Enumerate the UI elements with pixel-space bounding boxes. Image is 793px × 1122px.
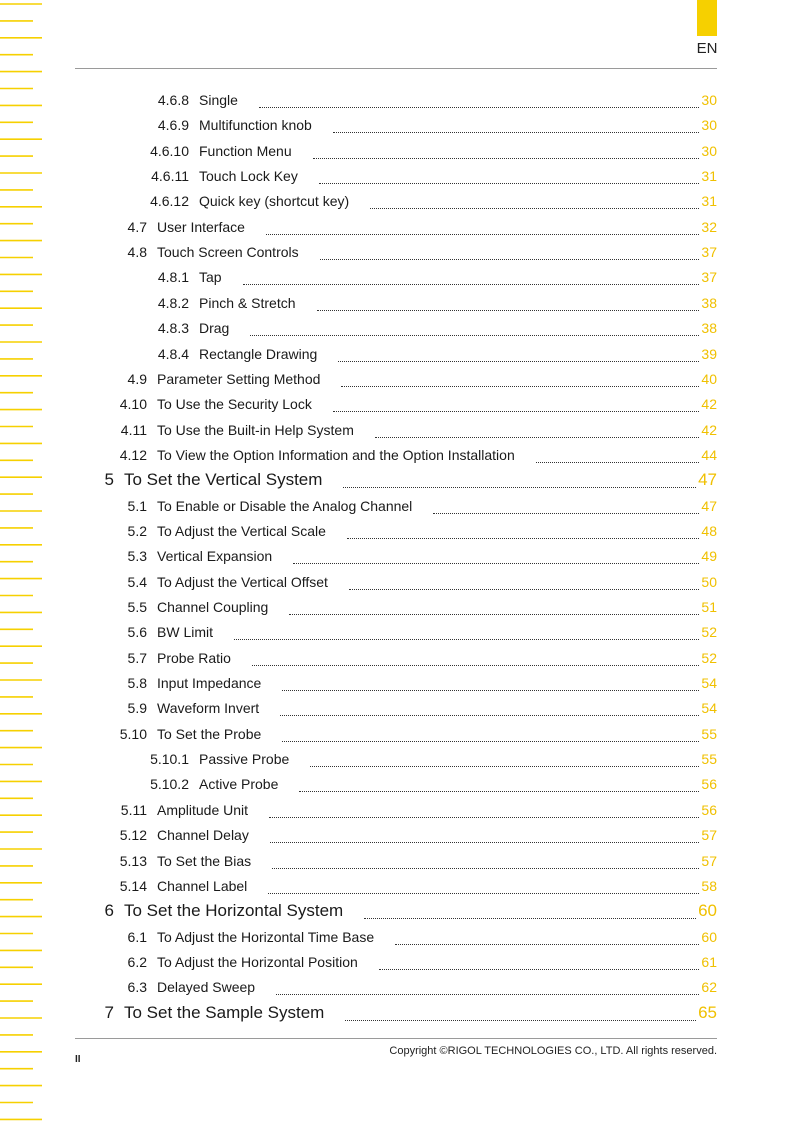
toc-dot-leader: [282, 690, 699, 691]
toc-dot-leader: [252, 665, 699, 666]
toc-entry-page[interactable]: 60: [698, 901, 717, 921]
toc-dot-leader: [375, 437, 699, 438]
toc-entry[interactable]: [0, 776, 793, 798]
toc-entry-number: 5.1: [127, 497, 147, 514]
toc-entry-number: 7: [104, 1002, 114, 1022]
toc-entry[interactable]: [0, 726, 793, 748]
toc-entry[interactable]: [0, 219, 793, 241]
toc-entry[interactable]: [0, 523, 793, 545]
toc-entry-title: Rectangle Drawing: [199, 346, 320, 362]
toc-dot-leader: [536, 462, 699, 463]
toc-entry-page[interactable]: 38: [701, 294, 717, 311]
toc-entry-page[interactable]: 57: [701, 827, 717, 844]
toc-entry-number: 5.10.1: [150, 751, 189, 768]
toc-entry-page[interactable]: 62: [701, 979, 717, 996]
toc-entry[interactable]: [0, 320, 793, 342]
toc-dot-leader: [333, 411, 699, 412]
toc-entry-number: 6.1: [127, 928, 147, 945]
toc-entry-number: 4.8: [127, 244, 147, 261]
toc-entry[interactable]: [0, 901, 793, 923]
toc-entry-page[interactable]: 49: [701, 548, 717, 565]
toc-entry[interactable]: [0, 1003, 793, 1025]
toc-entry[interactable]: [0, 193, 793, 215]
toc-dot-leader: [310, 766, 699, 767]
toc-entry[interactable]: [0, 346, 793, 368]
toc-entry-number: 5.3: [127, 548, 147, 565]
toc-entry[interactable]: [0, 422, 793, 444]
toc-entry-title: Vertical Expansion: [157, 548, 275, 564]
toc-entry-number: 5.14: [119, 877, 147, 894]
toc-entry-page[interactable]: 47: [701, 497, 717, 514]
toc-entry-page[interactable]: 39: [701, 345, 717, 362]
toc-entry-title: Delayed Sweep: [157, 979, 258, 995]
toc-entry[interactable]: [0, 954, 793, 976]
toc-dot-leader: [338, 361, 699, 362]
toc-dot-leader: [319, 183, 699, 184]
toc-entry-number: 4.8.3: [157, 320, 189, 337]
toc-entry-page[interactable]: 56: [701, 801, 717, 818]
toc-entry[interactable]: [0, 827, 793, 849]
toc-entry[interactable]: [0, 751, 793, 773]
toc-dot-leader: [347, 538, 699, 539]
toc-entry-number: 4.6.11: [151, 168, 189, 185]
toc-entry[interactable]: [0, 447, 793, 469]
toc-entry-page[interactable]: 65: [698, 1002, 717, 1022]
toc-entry-number: 4.11: [120, 421, 147, 438]
toc-entry-page[interactable]: 47: [698, 470, 717, 490]
toc-entry-page[interactable]: 60: [701, 928, 717, 945]
toc-entry-title: Amplitude Unit: [157, 802, 251, 818]
toc-entry-number: 6.3: [127, 979, 147, 996]
toc-entry-number: 4.7: [127, 218, 147, 235]
toc-entry-page[interactable]: 32: [701, 218, 717, 235]
toc-dot-leader: [234, 639, 699, 640]
toc-entry[interactable]: [0, 470, 793, 492]
footer-rule: [75, 1038, 717, 1039]
toc-entry-number: 4.6.12: [150, 193, 189, 210]
toc-entry-title: BW Limit: [157, 624, 216, 640]
toc-entry-page[interactable]: 52: [701, 649, 717, 666]
toc-entry[interactable]: [0, 143, 793, 165]
toc-entry-title: To Use the Security Lock: [157, 396, 315, 412]
toc-entry-page[interactable]: 61: [701, 953, 717, 970]
toc-entry-page[interactable]: 50: [701, 573, 717, 590]
toc-dot-leader: [349, 589, 699, 590]
toc-dot-leader: [259, 107, 699, 108]
language-tab: [697, 0, 717, 36]
toc-entry[interactable]: [0, 853, 793, 875]
toc-entry-title: Quick key (shortcut key): [199, 193, 352, 209]
toc-entry-title: To Set the Probe: [157, 726, 264, 742]
toc-dot-leader: [276, 994, 699, 995]
toc-dot-leader: [341, 386, 699, 387]
toc-dot-leader: [282, 741, 699, 742]
toc-dot-leader: [299, 791, 699, 792]
toc-entry-title: Active Probe: [199, 776, 281, 792]
language-label: EN: [696, 40, 718, 57]
toc-entry-page[interactable]: 42: [701, 396, 717, 413]
toc-entry[interactable]: [0, 295, 793, 317]
toc-entry-title: To Adjust the Vertical Offset: [157, 574, 331, 590]
toc-entry[interactable]: [0, 371, 793, 393]
toc-entry-title: Waveform Invert: [157, 700, 262, 716]
toc-entry-title: To Use the Built-in Help System: [157, 422, 357, 438]
toc-entry-title: Parameter Setting Method: [157, 371, 323, 387]
toc-dot-leader: [243, 284, 699, 285]
toc-entry-number: 4.8.2: [157, 294, 189, 311]
toc-entry-title: User Interface: [157, 219, 248, 235]
toc-entry-title: To View the Option Information and the Option Installation: [157, 447, 518, 463]
toc-entry[interactable]: [0, 675, 793, 697]
toc-entry-title: Channel Label: [157, 878, 250, 894]
toc-entry-number: 5.9: [127, 700, 147, 717]
toc-dot-leader: [289, 614, 699, 615]
toc-entry-page[interactable]: 30: [701, 92, 717, 108]
toc-entry-number: 5.12: [119, 827, 147, 844]
toc-entry[interactable]: [0, 574, 793, 596]
toc-entry-number: 4.6.8: [157, 92, 189, 108]
toc-entry[interactable]: [0, 269, 793, 291]
toc-entry-title: To Adjust the Vertical Scale: [157, 523, 329, 539]
toc-entry[interactable]: [0, 700, 793, 722]
toc-entry-page[interactable]: 54: [701, 700, 717, 717]
toc-entry-title: Drag: [199, 320, 232, 336]
toc-entry[interactable]: [0, 929, 793, 951]
toc-entry-page[interactable]: 37: [701, 244, 717, 261]
toc-entry-page[interactable]: 37: [701, 269, 717, 286]
toc-entry-title: Channel Coupling: [157, 599, 271, 615]
toc-entry-title: Single: [199, 92, 241, 108]
toc-entry-page[interactable]: 55: [701, 751, 717, 768]
toc-entry-number: 4.6.9: [157, 117, 189, 134]
toc-entry[interactable]: [0, 802, 793, 824]
toc-entry-number: 4.8.1: [157, 269, 189, 286]
toc-entry-number: 5.5: [127, 599, 147, 615]
toc-entry-page[interactable]: 54: [701, 675, 717, 692]
toc-entry-page[interactable]: 30: [701, 142, 717, 159]
toc-entry-page[interactable]: 31: [701, 193, 717, 210]
toc-entry-number: 4.10: [119, 396, 147, 413]
toc-dot-leader: [433, 513, 699, 514]
toc-entry-page[interactable]: 30: [701, 117, 717, 134]
toc-entry-title: To Set the Sample System: [124, 1003, 327, 1023]
toc-dot-leader: [270, 842, 699, 843]
toc-dot-leader: [280, 715, 699, 716]
toc-dot-leader: [370, 208, 699, 209]
toc-entry-title: Touch Screen Controls: [157, 244, 302, 260]
header-rule: [75, 68, 717, 69]
toc-entry-page[interactable]: 58: [701, 877, 717, 894]
toc-entry-title: To Set the Vertical System: [124, 470, 325, 490]
toc-entry-number: 5.4: [127, 573, 147, 590]
toc-entry-page[interactable]: 52: [701, 624, 717, 641]
toc-entry-page[interactable]: 42: [701, 421, 717, 438]
toc-entry[interactable]: [0, 168, 793, 190]
toc-entry[interactable]: [0, 878, 793, 900]
toc-entry-page[interactable]: 55: [701, 725, 717, 742]
toc-entry-title: Pinch & Stretch: [199, 295, 299, 311]
toc-dot-leader: [320, 259, 699, 260]
toc-entry[interactable]: [0, 979, 793, 1001]
toc-entry-title: Probe Ratio: [157, 650, 234, 666]
toc-entry-number: 4.6.10: [150, 142, 189, 159]
toc-entry-title: Input Impedance: [157, 675, 264, 691]
toc-dot-leader: [272, 868, 699, 869]
toc-entry-number: 4.8.4: [157, 345, 189, 362]
toc-entry-page[interactable]: 31: [701, 168, 717, 185]
toc-entry-number: 5.2: [127, 522, 147, 539]
toc-entry-number: 5.8: [127, 675, 147, 692]
toc-dot-leader: [313, 158, 699, 159]
toc-entry-page[interactable]: 44: [701, 446, 717, 463]
toc-entry-title: Touch Lock Key: [199, 168, 301, 184]
toc-dot-leader: [343, 487, 696, 488]
toc-entry-number: 6.2: [127, 953, 147, 970]
toc-entry-title: To Set the Bias: [157, 853, 254, 869]
toc-entry[interactable]: [0, 498, 793, 520]
toc-entry-number: 5.10: [119, 725, 147, 742]
toc-dot-leader: [333, 132, 699, 133]
toc-entry-number: 5.10.2: [150, 776, 189, 793]
toc-entry-page[interactable]: 51: [701, 599, 717, 615]
toc-entry-page[interactable]: 48: [701, 522, 717, 539]
toc-entry-page[interactable]: 38: [701, 320, 717, 337]
toc-entry-page[interactable]: 40: [701, 370, 717, 387]
toc-entry-title: Function Menu: [199, 143, 295, 159]
toc-entry-page[interactable]: 57: [701, 852, 717, 869]
toc-dot-leader: [268, 893, 699, 894]
toc-entry-title: Passive Probe: [199, 751, 292, 767]
toc-dot-leader: [250, 335, 699, 336]
toc-entry-number: 4.9: [127, 370, 147, 387]
toc-entry-title: Tap: [199, 269, 225, 285]
toc-dot-leader: [317, 310, 699, 311]
toc-entry-number: 5.11: [120, 801, 147, 818]
toc-entry-number: 5.13: [119, 852, 147, 869]
toc-entry[interactable]: [0, 650, 793, 672]
toc-entry-title: Channel Delay: [157, 827, 252, 843]
toc-entry-title: To Enable or Disable the Analog Channel: [157, 498, 415, 514]
toc-entry[interactable]: [0, 117, 793, 139]
toc-entry-title: Multifunction knob: [199, 117, 315, 133]
toc-dot-leader: [293, 563, 699, 564]
copyright-notice: Copyright ©RIGOL TECHNOLOGIES CO., LTD. All rights reserved.: [389, 1045, 717, 1057]
toc-entry-number: 6: [104, 901, 114, 921]
toc-entry[interactable]: [0, 396, 793, 418]
toc-entry-number: 5: [104, 470, 114, 490]
toc-dot-leader: [266, 234, 699, 235]
toc-entry-number: 5.7: [127, 649, 147, 666]
toc-entry-title: To Adjust the Horizontal Position: [157, 954, 361, 970]
page-number: II: [75, 1054, 81, 1065]
toc-entry[interactable]: [0, 599, 793, 621]
toc-entry[interactable]: [0, 244, 793, 266]
toc-entry[interactable]: [0, 548, 793, 570]
toc-entry-number: 4.12: [119, 446, 147, 463]
toc-dot-leader: [269, 817, 699, 818]
toc-entry[interactable]: [0, 624, 793, 646]
toc-dot-leader: [379, 969, 699, 970]
toc-dot-leader: [345, 1020, 696, 1021]
toc-entry-page[interactable]: 56: [701, 776, 717, 793]
toc-dot-leader: [395, 944, 699, 945]
toc-entry-title: To Set the Horizontal System: [124, 901, 346, 921]
toc-entry[interactable]: [0, 92, 793, 114]
toc-dot-leader: [364, 918, 696, 919]
toc-entry-title: To Adjust the Horizontal Time Base: [157, 929, 377, 945]
toc-entry-number: 5.6: [127, 624, 147, 641]
